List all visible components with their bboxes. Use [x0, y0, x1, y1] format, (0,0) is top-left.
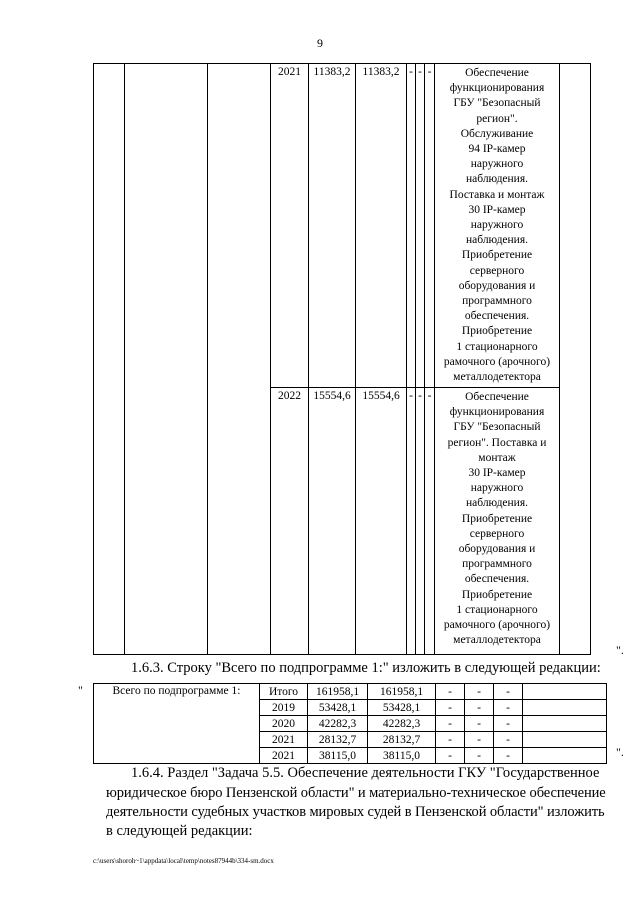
dash-cell: - [407, 388, 416, 655]
dash-cell: - [494, 700, 523, 716]
description-line: наблюдения. [466, 234, 528, 247]
total-cell: 11383,2 [309, 64, 356, 388]
file-path-footer: c:\users\shoroh~1\appdata\local\temp\notes87944b\334-sm.docx [93, 857, 274, 865]
period-cell: 2019 [260, 700, 308, 716]
dash-cell: - [465, 716, 494, 732]
dash-cell: - [436, 716, 465, 732]
subprogram-label: Всего по подпрограмме 1: [94, 684, 260, 764]
year-cell: 2022 [271, 388, 309, 655]
paragraph-1-6-4-line: деятельности судебных участков мировых судей в Пензенской области" изложить [106, 804, 605, 820]
period-cell: 2021 [260, 732, 308, 748]
opening-quote: " [78, 683, 83, 697]
table-row [94, 64, 591, 388]
dash-cell: - [494, 684, 523, 700]
paragraph-1-6-4-line: юридическое бюро Пензенской области" и материально-техническое обеспечение [106, 785, 606, 801]
description-line: рамочного (арочного) [443, 619, 551, 632]
description-cell [435, 64, 560, 388]
dash-cell: - [436, 732, 465, 748]
empty-cell [560, 64, 591, 655]
paragraph-1-6-3: 1.6.3. Строку "Всего по подпрограмме 1:" изложить в следующей редакции: [131, 660, 601, 676]
description-line: ГБУ "Безопасный [453, 97, 541, 110]
description-line: Обслуживание [460, 127, 534, 140]
total-cell: 42282,3 [308, 716, 368, 732]
dash-cell: - [436, 748, 465, 764]
dash-cell: - [465, 684, 494, 700]
description-line: серверного [469, 527, 525, 540]
total-cell: 28132,7 [308, 732, 368, 748]
empty-cell [523, 716, 607, 732]
dash-cell: - [465, 732, 494, 748]
description-line: наружного [470, 482, 524, 495]
description-line: функционирования [449, 406, 545, 419]
empty-cell [523, 748, 607, 764]
description-cell [435, 388, 560, 655]
total-cell: 38115,0 [308, 748, 368, 764]
description-line: программного [462, 558, 532, 571]
dash-cell: - [416, 64, 425, 388]
closing-quote: ". [616, 745, 624, 759]
description-line: Обеспечение [465, 67, 529, 79]
subprogram-total-table [93, 683, 607, 764]
dash-cell: - [465, 700, 494, 716]
empty-cell [523, 700, 607, 716]
description-line: наблюдения. [466, 497, 528, 510]
dash-cell: - [465, 748, 494, 764]
description-line: функционирования [449, 82, 545, 95]
year-cell: 2021 [271, 64, 309, 388]
description-line: 30 IP-камер [468, 467, 526, 480]
dash-cell: - [436, 700, 465, 716]
total-cell: 53428,1 [308, 700, 368, 716]
description-line: 1 стационарного [456, 340, 538, 353]
empty-cell [523, 732, 607, 748]
table-row [94, 684, 607, 700]
description-line: обеспечения. [464, 310, 530, 323]
description-line: регион". [476, 112, 518, 125]
empty-cell [523, 684, 607, 700]
description-line: 1 стационарного [456, 603, 538, 616]
budget-cell: 11383,2 [356, 64, 407, 388]
period-cell: 2020 [260, 716, 308, 732]
empty-cell [208, 64, 271, 655]
description-line: металлодетектора [453, 371, 541, 384]
dash-cell: - [494, 732, 523, 748]
empty-cell [125, 64, 208, 655]
budget-cell: 161958,1 [368, 684, 436, 700]
description-line: оборудования и [458, 543, 536, 556]
description-line: рамочного (арочного) [443, 355, 551, 368]
budget-cell: 38115,0 [368, 748, 436, 764]
description-line: Приобретение [461, 249, 533, 262]
description-line: 30 IP-камер [468, 203, 526, 216]
description-line: Обеспечение [465, 391, 529, 403]
description-line: обеспечения. [464, 573, 530, 586]
description-line: программного [462, 295, 532, 308]
period-cell: 2021 [260, 748, 308, 764]
total-cell: 15554,6 [309, 388, 356, 655]
budget-cell: 53428,1 [368, 700, 436, 716]
closing-quote: ". [616, 643, 624, 657]
page-number: 9 [317, 36, 323, 50]
description-line: Поставка и монтаж [449, 188, 545, 201]
description-line: монтаж [478, 451, 516, 464]
program-table-continuation [93, 63, 591, 655]
period-cell: Итого [260, 684, 308, 700]
description-line: серверного [469, 264, 525, 277]
dash-cell: - [416, 388, 425, 655]
budget-cell: 28132,7 [368, 732, 436, 748]
description-line: наружного [470, 158, 524, 171]
dash-cell: - [407, 64, 416, 388]
dash-cell: - [436, 684, 465, 700]
description-line: наружного [470, 219, 524, 232]
description-line: регион". Поставка и [447, 436, 547, 449]
total-cell: 161958,1 [308, 684, 368, 700]
paragraph-1-6-4-line: 1.6.4. Раздел "Задача 5.5. Обеспечение деятельности ГКУ "Государственное [131, 765, 600, 781]
description-line: наблюдения. [466, 173, 528, 186]
description-line: Приобретение [461, 588, 533, 601]
description-line: Приобретение [461, 325, 533, 338]
description-line: ГБУ "Безопасный [453, 421, 541, 434]
budget-cell: 42282,3 [368, 716, 436, 732]
dash-cell: - [425, 64, 435, 388]
description-line: Приобретение [461, 512, 533, 525]
dash-cell: - [494, 748, 523, 764]
description-line: 94 IP-камер [468, 143, 526, 156]
dash-cell: - [494, 716, 523, 732]
description-line: металлодетектора [453, 634, 541, 647]
budget-cell: 15554,6 [356, 388, 407, 655]
description-line: оборудования и [458, 279, 536, 292]
empty-cell [94, 64, 125, 655]
paragraph-1-6-4-line: в следующей редакции: [106, 823, 253, 839]
dash-cell: - [425, 388, 435, 655]
